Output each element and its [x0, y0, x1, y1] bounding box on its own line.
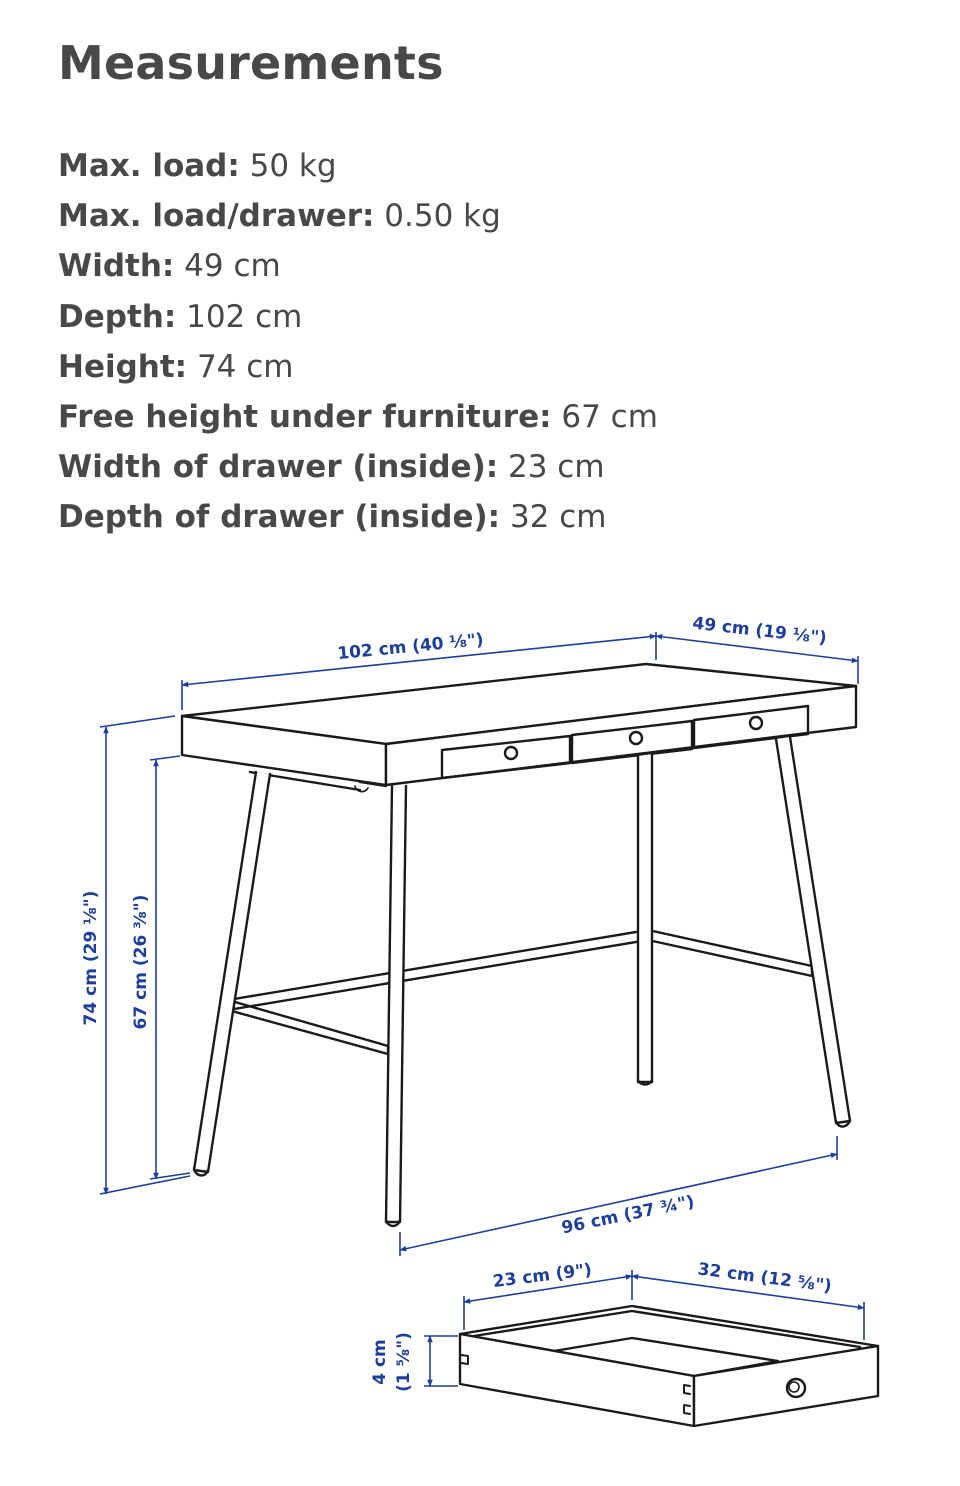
dimension-label-drawer-depth: 32 cm (12 ⅝")	[696, 1259, 833, 1297]
spec-label: Max. load:	[58, 148, 240, 184]
spec-value: 67 cm	[561, 398, 658, 435]
page-title: Measurements	[58, 36, 444, 90]
desk-dimension-diagram	[0, 590, 960, 1486]
spec-label: Height:	[58, 348, 188, 385]
spec-free-height	[58, 397, 658, 447]
spec-max-load-drawer	[58, 196, 658, 246]
spec-value: 49 cm	[184, 248, 281, 285]
spec-value: 50 kg	[249, 148, 337, 184]
spec-value: 74 cm	[196, 348, 294, 385]
dimension-label-drawer-height-in: (1 ⅝")	[394, 1332, 414, 1392]
dimension-label-desk-height: 74 cm (29 ⅛")	[81, 890, 101, 1026]
spec-max-load	[58, 146, 658, 196]
dimension-label-desk-width: 49 cm (19 ⅛")	[691, 613, 828, 649]
spec-label: Depth of drawer (inside):	[58, 499, 501, 536]
dimension-label-leg-span: 96 cm (37 ¾")	[559, 1191, 697, 1239]
spec-height	[58, 347, 658, 397]
dimension-label-drawer-width: 23 cm (9")	[491, 1260, 593, 1293]
spec-label: Width of drawer (inside):	[58, 449, 499, 486]
desk-leg-back-right	[638, 754, 652, 1082]
spec-label: Free height under furniture:	[58, 398, 552, 435]
dimension-label-free-height: 67 cm (26 ⅜")	[131, 894, 151, 1030]
spec-label: Depth:	[58, 298, 177, 335]
spec-drawer-depth	[58, 497, 658, 547]
spec-depth	[58, 297, 658, 347]
spec-value: 0.50 kg	[384, 198, 501, 235]
spec-value: 32 cm	[509, 499, 607, 536]
spec-drawer-width	[58, 447, 658, 497]
measurements-list	[58, 146, 658, 548]
desk-leg-front-left	[386, 786, 406, 1222]
spec-value: 23 cm	[508, 449, 605, 486]
desk-leg-back-left	[194, 772, 270, 1172]
spec-label: Max. load/drawer:	[58, 198, 375, 235]
desk-illustration	[182, 664, 856, 1226]
spec-width	[58, 246, 658, 296]
desk-leg-front-right	[776, 737, 850, 1123]
dimension-label-desk-depth: 102 cm (40 ⅛")	[336, 629, 485, 665]
spec-value: 102 cm	[186, 298, 303, 335]
desk-stretchers	[221, 930, 812, 1054]
dimension-label-drawer-height-cm: 4 cm	[370, 1339, 390, 1385]
drawer-illustration	[460, 1306, 878, 1426]
spec-label: Width:	[58, 248, 175, 285]
